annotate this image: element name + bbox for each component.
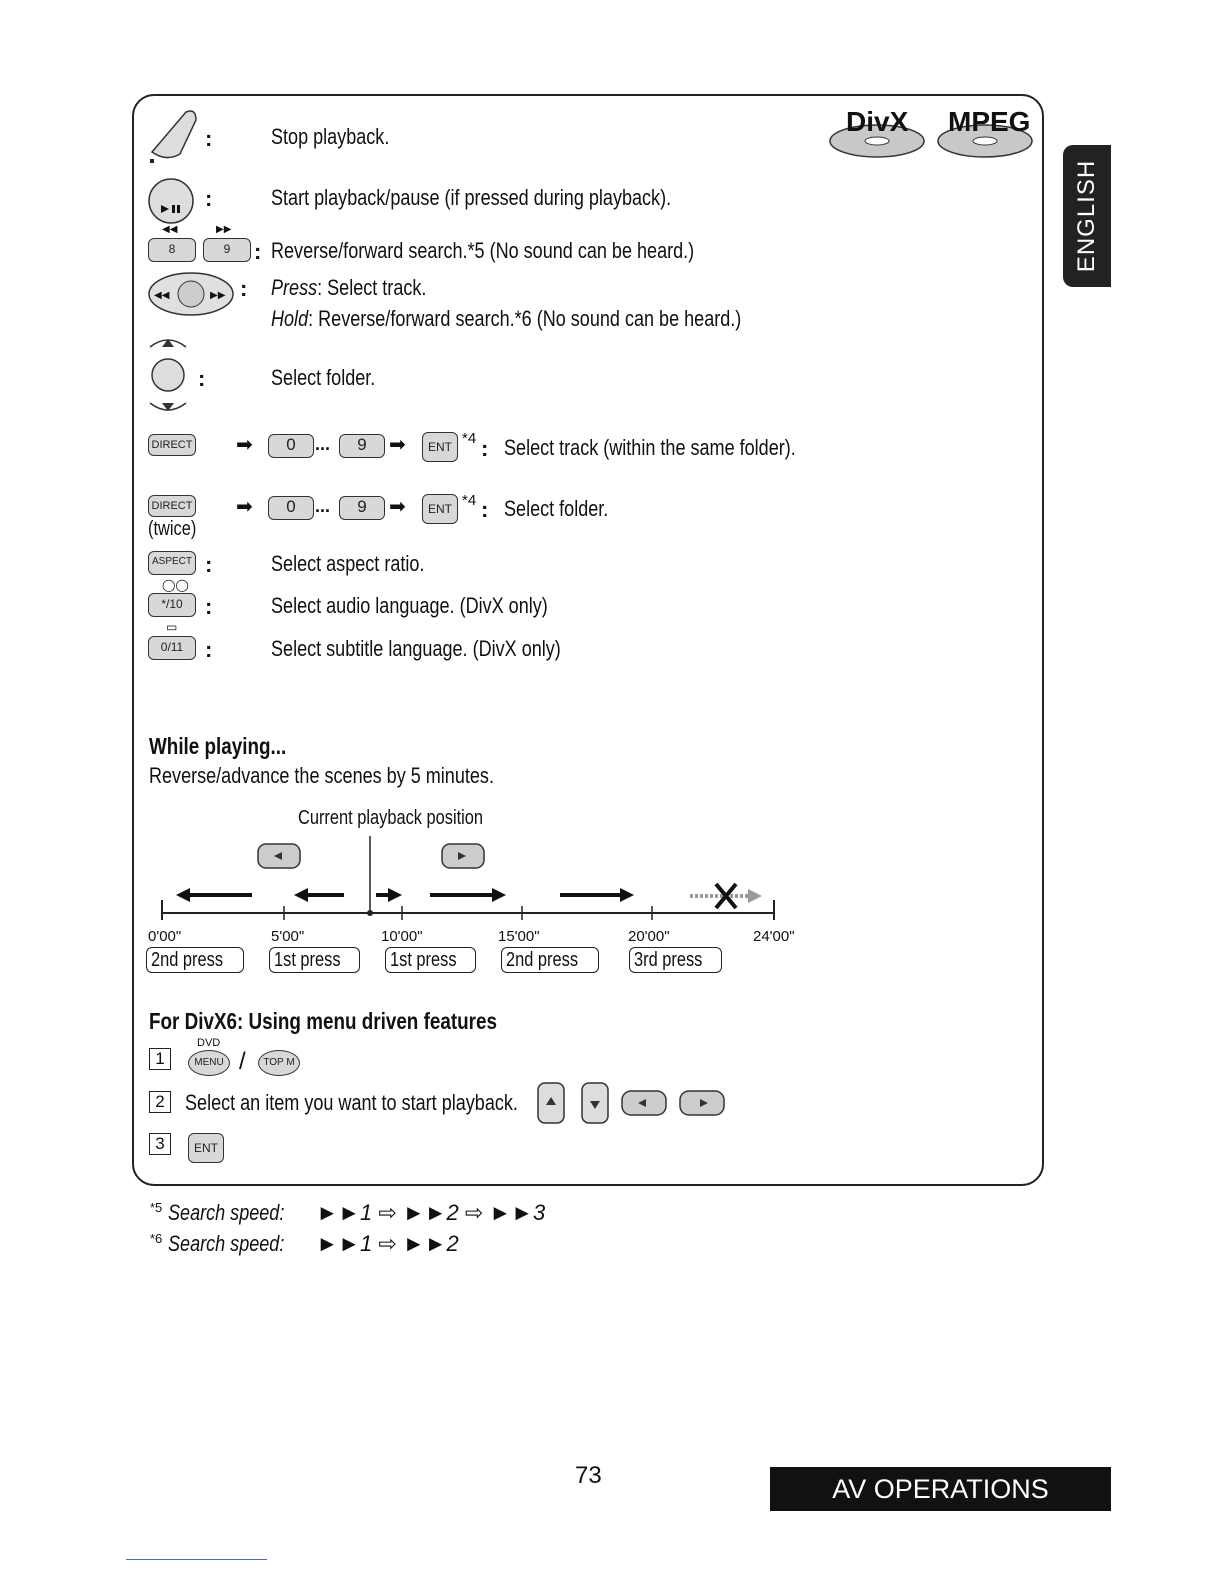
tick-label: 5'00" xyxy=(271,928,305,945)
skip-control-icon xyxy=(146,270,236,323)
seek-arrows xyxy=(176,888,634,902)
search-colon: : xyxy=(254,239,262,264)
ent-key: ENT xyxy=(188,1133,224,1163)
folder-up-down-icon xyxy=(146,333,190,422)
press-count-text: 1st press xyxy=(274,949,341,971)
while-playing-desc: Reverse/advance the scenes by 5 minutes. xyxy=(149,763,494,788)
slash: / xyxy=(239,1048,246,1075)
divx-logo-text: DivX xyxy=(846,106,909,137)
press-line xyxy=(271,275,426,301)
arrow-icon: ⇨ xyxy=(378,1231,397,1256)
language-tab xyxy=(1063,145,1111,287)
reverse-search-key: 8 xyxy=(148,238,196,262)
mpeg-logo-text: MPEG xyxy=(948,106,1031,137)
step-number: 1 xyxy=(149,1048,171,1070)
stop-text: Stop playback. xyxy=(271,124,390,149)
step-number: 2 xyxy=(149,1091,171,1113)
menu-key: MENU xyxy=(188,1050,230,1076)
bottom-rule xyxy=(126,1559,267,1560)
footnote-text: Search speed: xyxy=(168,1231,285,1256)
speed-value: 1 xyxy=(359,1200,373,1225)
direct-key: DIRECT xyxy=(148,495,196,517)
fast-forward-icon: ►► xyxy=(402,1231,447,1256)
folder-direct-text: Select folder. xyxy=(504,496,609,521)
start-text: Start playback/pause (if pressed during playback). xyxy=(271,185,672,210)
section-label-bar xyxy=(770,1467,1111,1511)
press-count-text: 2nd press xyxy=(506,949,579,971)
aspect-text: Select aspect ratio. xyxy=(271,551,425,576)
press-count-badge xyxy=(629,947,722,973)
svg-text:▶▶: ▶▶ xyxy=(210,290,226,301)
divx-logo xyxy=(828,104,926,158)
note4-mark: *4 xyxy=(462,430,477,447)
arrow-icon: ⇨ xyxy=(378,1200,397,1225)
svg-text:◀◀: ◀◀ xyxy=(154,290,170,301)
stop-button-icon xyxy=(146,104,202,169)
audio-text: Select audio language. (DivX only) xyxy=(271,593,548,618)
audio-icon: ◯◯ xyxy=(162,578,189,592)
fast-forward-icon: ►► xyxy=(316,1231,360,1256)
fast-forward-icon: ►► xyxy=(316,1200,360,1225)
ellipsis: ... xyxy=(315,434,331,454)
hold-line xyxy=(271,306,741,332)
start-colon: : xyxy=(205,186,213,211)
rewind-icon: ◀◀ xyxy=(162,224,178,235)
footnote-mark: *6 xyxy=(150,1231,163,1246)
folder-direct-colon: : xyxy=(481,497,489,522)
search-text: Reverse/forward search.*5 (No sound can be heard.) xyxy=(271,238,695,263)
press-count-text: 3rd press xyxy=(634,949,703,971)
blocked-arrow-icon xyxy=(690,884,762,908)
dvd-label: DVD xyxy=(197,1037,221,1049)
aspect-colon: : xyxy=(205,552,213,577)
zero-key: 0 xyxy=(268,434,314,458)
audio-key: */10 xyxy=(148,593,196,617)
folder-text: Select folder. xyxy=(271,365,376,390)
press-count-badge xyxy=(501,947,599,973)
twice-label: (twice) xyxy=(148,518,197,540)
footnote-mark: *5 xyxy=(150,1200,163,1215)
stop-colon: : xyxy=(205,126,213,151)
mpeg-logo xyxy=(936,104,1034,158)
direct-key: DIRECT xyxy=(148,434,196,456)
forward-search-key: 9 xyxy=(203,238,251,262)
play-pause-icon xyxy=(147,177,195,230)
fast-forward-icon: ▶▶ xyxy=(216,224,232,235)
tick-label: 15'00" xyxy=(498,928,540,945)
hold-label: Hold xyxy=(271,306,309,331)
subtitle-colon: : xyxy=(205,637,213,662)
footnote-6 xyxy=(150,1231,459,1257)
tick-label: 24'00" xyxy=(753,928,795,945)
while-playing-heading: While playing... xyxy=(149,733,287,759)
arrow-icon: ⇨ xyxy=(464,1200,484,1225)
speed-value: 3 xyxy=(532,1200,546,1225)
press-count-text: 2nd press xyxy=(151,949,224,971)
press-count-badge xyxy=(269,947,360,973)
tick-label: 0'00" xyxy=(148,928,182,945)
speed-value: 2 xyxy=(446,1231,459,1256)
tick-label: 20'00" xyxy=(628,928,670,945)
tick-label: 10'00" xyxy=(381,928,423,945)
arrow-icon: ➡ xyxy=(389,496,406,518)
top-menu-key: TOP M xyxy=(258,1050,300,1076)
step2-text: Select an item you want to start playback. xyxy=(185,1090,518,1115)
arrow-icon: ➡ xyxy=(236,496,253,518)
press-text: : Select track. xyxy=(317,275,427,300)
ent-key: ENT xyxy=(422,494,458,524)
press-label: Press xyxy=(271,275,318,300)
arrow-icon: ➡ xyxy=(389,434,406,456)
language-tab-label: ENGLISH xyxy=(1073,159,1100,273)
divx6-heading: For DivX6: Using menu driven features xyxy=(149,1008,497,1034)
navigation-keys-icon xyxy=(536,1081,728,1132)
press-colon: : xyxy=(240,276,248,301)
note4-mark: *4 xyxy=(462,492,477,509)
page-number: 73 xyxy=(575,1462,602,1489)
speed-value: 2 xyxy=(446,1200,459,1225)
aspect-key: ASPECT xyxy=(148,551,196,575)
fast-forward-icon: ►► xyxy=(402,1200,447,1225)
audio-colon: : xyxy=(205,594,213,619)
footnote-text: Search speed: xyxy=(168,1200,285,1225)
hold-text: : Reverse/forward search.*6 (No sound can be heard.) xyxy=(308,306,742,331)
step-number: 3 xyxy=(149,1133,171,1155)
arrow-icon: ➡ xyxy=(236,434,253,456)
ellipsis: ... xyxy=(315,496,331,516)
track-direct-colon: : xyxy=(481,436,489,461)
section-label: AV OPERATIONS xyxy=(832,1474,1049,1504)
press-count-badge xyxy=(146,947,244,973)
subtitle-text: Select subtitle language. (DivX only) xyxy=(271,636,561,661)
timeline-diagram xyxy=(140,830,820,935)
nine-key: 9 xyxy=(339,434,385,458)
footnote-5 xyxy=(150,1200,545,1226)
folder-colon: : xyxy=(198,366,206,391)
ent-key: ENT xyxy=(422,432,458,462)
subtitle-key: 0/11 xyxy=(148,636,196,660)
fast-forward-icon: ►► xyxy=(489,1200,533,1225)
speed-value: 1 xyxy=(359,1231,373,1256)
press-count-badge xyxy=(385,947,476,973)
press-count-text: 1st press xyxy=(390,949,457,971)
subtitle-icon: ▭ xyxy=(166,620,178,634)
current-position-label: Current playback position xyxy=(298,807,484,829)
zero-key: 0 xyxy=(268,496,314,520)
track-direct-text: Select track (within the same folder). xyxy=(504,435,796,460)
nine-key: 9 xyxy=(339,496,385,520)
